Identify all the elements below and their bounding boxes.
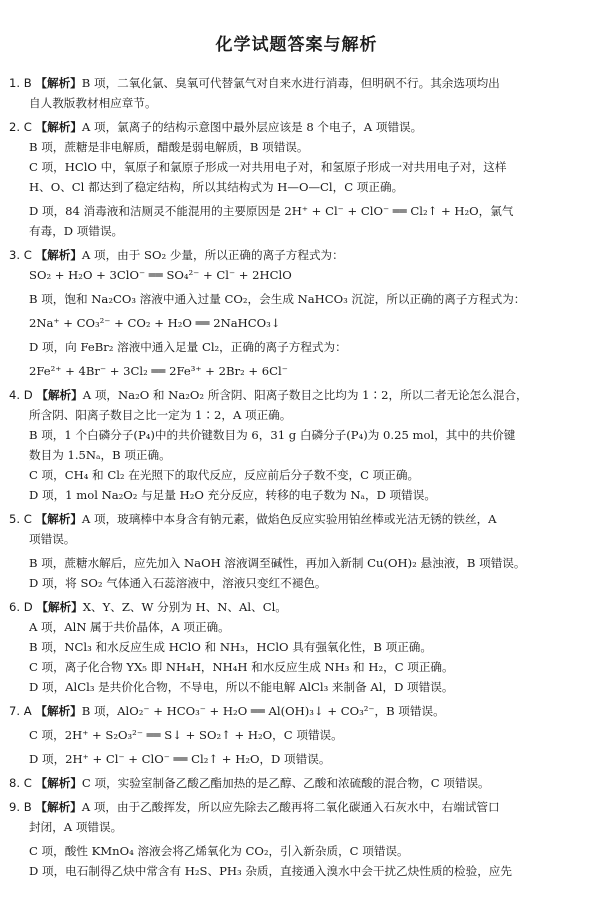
explanation-line	[29, 680, 581, 694]
line-text: C 项，实验室制备乙酸乙酯加热的是乙醇、乙酸和浓硫酸的混合物，C 项错误。	[81, 776, 490, 790]
analysis-tag: 【解析】	[35, 704, 82, 718]
line-text: D 项，电石制得乙炔中常含有 H₂S、PH₃ 杂质，直接通入溴水中会干扰乙炔性质的检验，应先	[29, 864, 512, 878]
question-number: 4. D	[9, 388, 33, 402]
question-number: 5. C	[9, 512, 32, 526]
explanation-line	[29, 556, 581, 570]
explanation-line	[29, 728, 581, 742]
line-text: C 项，2H⁺ + S₂O₃²⁻ ══ S↓ + SO₂↑ + H₂O，C 项错误。	[29, 728, 343, 742]
line-text: B 项，二氧化氯、臭氧可代替氯气对自来水进行消毒，但明矾不行。其余选项均出	[81, 76, 500, 90]
analysis-tag: 【解析】	[35, 76, 82, 90]
question-answer-line	[9, 704, 581, 718]
question-answer-line	[9, 600, 581, 614]
line-text: A 项，由于乙酸挥发，所以应先除去乙酸再将二氧化碳通入石灰水中，右端试管口	[81, 800, 500, 814]
question-answer-line	[9, 512, 581, 526]
line-text: B 项，蔗糖水解后，应先加入 NaOH 溶液调至碱性，再加入新制 Cu(OH)₂ 悬浊液，B 项错误。	[29, 556, 526, 570]
explanation-line	[29, 620, 581, 634]
explanation-line	[29, 96, 581, 110]
analysis-tag: 【解析】	[35, 776, 82, 790]
line-text: D 项，1 mol Na₂O₂ 与足量 H₂O 充分反应，转移的电子数为 Nₐ，D 项错误。	[29, 488, 436, 502]
explanation-line	[29, 844, 581, 858]
explanation-line	[29, 488, 581, 502]
line-text: 自人教版教材相应章节。	[29, 96, 157, 110]
explanation-line	[29, 140, 581, 154]
line-text: D 项，84 消毒液和洁厕灵不能混用的主要原因是 2H⁺ + Cl⁻ + ClO⁻ ══ Cl₂↑ + H₂O，氯气	[29, 204, 514, 218]
explanation-line	[29, 864, 581, 878]
explanation-line	[29, 340, 581, 354]
analysis-tag: 【解析】	[35, 248, 82, 262]
line-text: 2Fe²⁺ + 4Br⁻ + 3Cl₂ ══ 2Fe³⁺ + 2Br₂ + 6Cl⁻	[29, 364, 288, 378]
explanation-line	[29, 268, 581, 282]
line-text: H、O、Cl 都达到了稳定结构，所以其结构式为 H—O—Cl，C 项正确。	[29, 180, 404, 194]
question-number: 6. D	[9, 600, 33, 614]
question-answer-line	[9, 388, 581, 402]
explanation-line	[29, 204, 581, 218]
question-number: 7. A	[9, 704, 32, 718]
line-text: B 项，AlO₂⁻ + HCO₃⁻ + H₂O ══ Al(OH)₃↓ + CO₃²⁻，B 项错误。	[81, 704, 445, 718]
line-text: D 项，向 FeBr₂ 溶液中通入足量 Cl₂，正确的离子方程式为：	[29, 340, 347, 354]
question-answer-line	[9, 76, 581, 90]
line-text: X、Y、Z、W 分别为 H、N、Al、Cl。	[82, 600, 287, 614]
line-text: 所含阴、阳离子数目之比一定为 1∶2，A 项正确。	[29, 408, 292, 422]
line-text: A 项，氯离子的结构示意图中最外层应该是 8 个电子，A 项错误。	[81, 120, 423, 134]
analysis-tag: 【解析】	[35, 512, 82, 526]
page-title: 化学试题答案与解析	[215, 35, 378, 55]
explanation-line	[29, 408, 581, 422]
line-text: C 项，酸性 KMnO₄ 溶液会将乙烯氧化为 CO₂，引入新杂质，C 项错误。	[29, 844, 409, 858]
explanation-line	[29, 316, 581, 330]
line-text: 2Na⁺ + CO₃²⁻ + CO₂ + H₂O ══ 2NaHCO₃↓	[29, 316, 281, 330]
line-text: C 项，HClO 中，氧原子和氯原子形成一对共用电子对，和氢原子形成一对共用电子对，这样	[29, 160, 507, 174]
question-answer-line	[9, 776, 581, 790]
question-answer-line	[9, 800, 581, 814]
question-answer-line	[9, 120, 581, 134]
explanation-line	[29, 820, 581, 834]
question-number: 9. B	[9, 800, 32, 814]
line-text: C 项，离子化合物 YX₅ 即 NH₄H，NH₄H 和水反应生成 NH₃ 和 H₂，C 项正确。	[29, 660, 454, 674]
line-text: 封闭，A 项错误。	[29, 820, 123, 834]
analysis-tag: 【解析】	[36, 600, 83, 614]
explanation-line	[29, 160, 581, 174]
analysis-tag: 【解析】	[35, 800, 82, 814]
explanation-line	[29, 180, 581, 194]
question-number: 1. B	[9, 76, 32, 90]
explanation-line	[29, 292, 581, 306]
line-text: D 项，将 SO₂ 气体通入石蕊溶液中，溶液只变红不褪色。	[29, 576, 327, 590]
explanation-line	[29, 448, 581, 462]
line-text: D 项，2H⁺ + Cl⁻ + ClO⁻ ══ Cl₂↑ + H₂O，D 项错误。	[29, 752, 331, 766]
explanation-line	[29, 660, 581, 674]
explanation-line	[29, 640, 581, 654]
question-number: 2. C	[9, 120, 32, 134]
explanation-line	[29, 364, 581, 378]
analysis-tag: 【解析】	[35, 120, 82, 134]
line-text: A 项，玻璃棒中本身含有钠元素，做焰色反应实验用铂丝棒或光洁无锈的铁丝，A	[81, 512, 497, 526]
explanation-line	[29, 752, 581, 766]
line-text: 有毒，D 项错误。	[29, 224, 124, 238]
line-text: A 项，AlN 属于共价晶体，A 项正确。	[29, 620, 230, 634]
explanation-line	[29, 468, 581, 482]
explanation-line	[29, 428, 581, 442]
line-text: D 项，AlCl₃ 是共价化合物，不导电，所以不能电解 AlCl₃ 来制备 Al，D 项错误。	[29, 680, 454, 694]
line-text: B 项，NCl₃ 和水反应生成 HClO 和 NH₃，HClO 具有强氧化性，B 项正确。	[29, 640, 432, 654]
line-text: 数目为 1.5Nₐ，B 项正确。	[29, 448, 171, 462]
explanation-line	[29, 576, 581, 590]
question-number: 3. C	[9, 248, 32, 262]
line-text: A 项，Na₂O 和 Na₂O₂ 所含阴、阳离子数目之比均为 1∶2，所以二者无论怎么混合，	[82, 388, 528, 402]
explanation-line	[29, 224, 581, 238]
question-number: 8. C	[9, 776, 32, 790]
line-text: A 项，由于 SO₂ 少量，所以正确的离子方程式为：	[81, 248, 344, 262]
line-text: B 项，1 个白磷分子(P₄)中的共价键数目为 6，31 g 白磷分子(P₄)为 0.25 mol，其中的共价键	[29, 428, 516, 442]
question-answer-line	[9, 248, 581, 262]
line-text: B 项，饱和 Na₂CO₃ 溶液中通入过量 CO₂，会生成 NaHCO₃ 沉淀，所以正确的离子方程式为：	[29, 292, 526, 306]
line-text: C 项，CH₄ 和 Cl₂ 在光照下的取代反应，反应前后分子数不变，C 项正确。	[29, 468, 420, 482]
explanation-line	[29, 532, 581, 546]
line-text: 项错误。	[29, 532, 76, 546]
line-text: SO₂ + H₂O + 3ClO⁻ ══ SO₄²⁻ + Cl⁻ + 2HClO	[29, 268, 292, 282]
line-text: B 项，蔗糖是非电解质，醋酸是弱电解质，B 项错误。	[29, 140, 309, 154]
analysis-tag: 【解析】	[36, 388, 83, 402]
